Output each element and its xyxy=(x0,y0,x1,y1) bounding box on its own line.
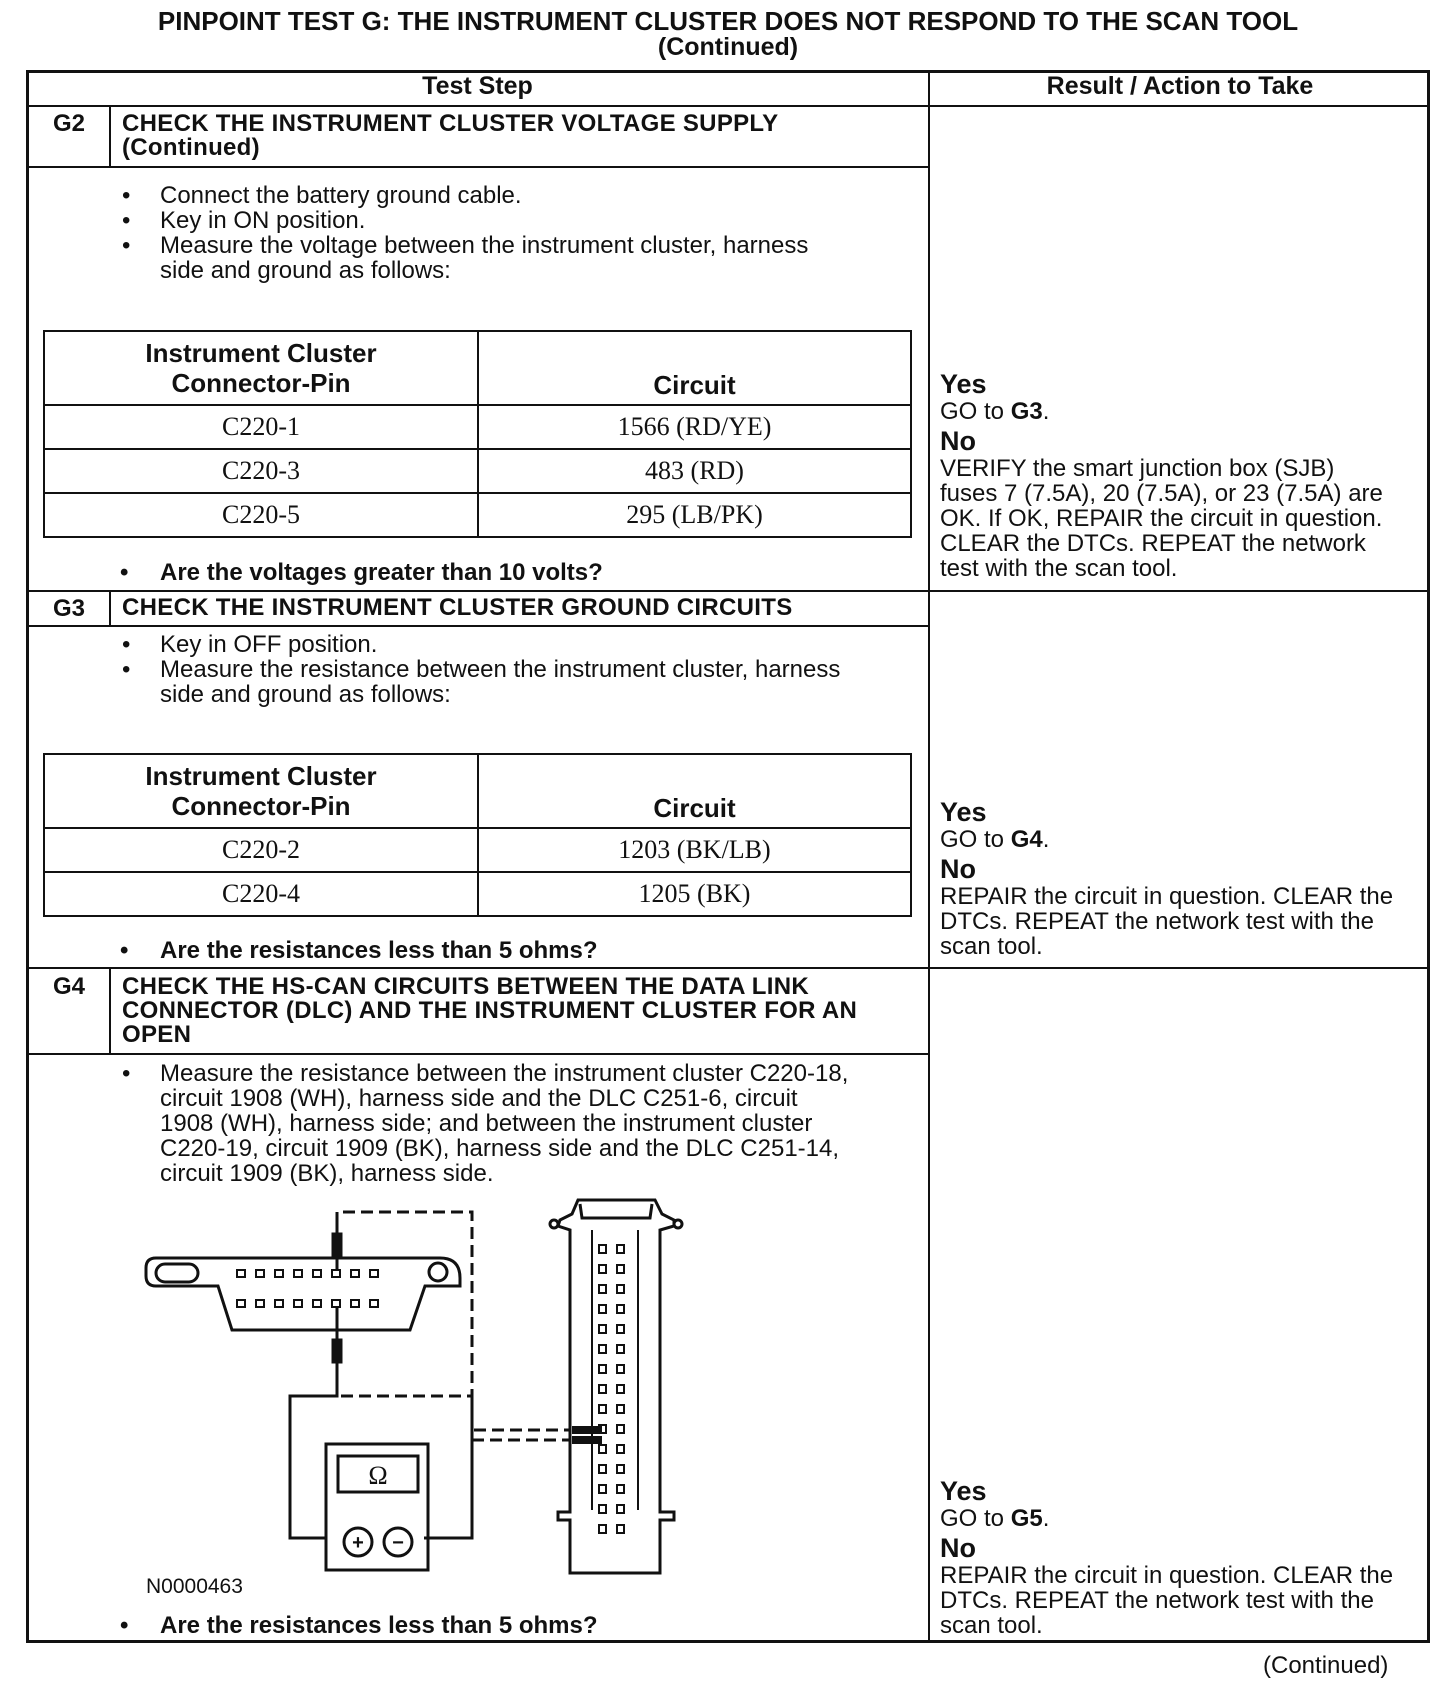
circuit-col-header: Circuit xyxy=(478,754,911,828)
header-result: Result / Action to Take xyxy=(1046,72,1314,100)
g4-instructions xyxy=(122,1061,848,1186)
g2-pin-table xyxy=(43,330,912,538)
dashed-lead-top xyxy=(337,1212,472,1396)
hs-can-test-diagram xyxy=(140,1190,740,1590)
g3-result: Yes GO to G4. No REPAIR the circuit in question. CLEAR the DTCs. REPEAT the network test with the scan tool. xyxy=(940,797,1394,960)
figure-id: N0000463 xyxy=(146,1575,243,1598)
g3-id-divider xyxy=(109,590,111,626)
continued-footer: (Continued) xyxy=(1263,1652,1389,1679)
g3-question: • Are the resistances less than 5 ohms? xyxy=(122,937,598,965)
meter-plus-label: + xyxy=(352,1532,364,1554)
g2-title-divider xyxy=(26,166,929,168)
g3-g4-divider xyxy=(26,967,1430,969)
g4-id-divider xyxy=(109,967,111,1054)
cluster-probe-2 xyxy=(572,1436,602,1444)
g2-result: Yes GO to G3. No VERIFY the smart junction box (SJB) fuses 7 (7.5A), 20 (7.5A), or 23 (7.5A) are OK. If OK, REPAIR the circuit in question. CLEAR the DTCs. REPEAT the network test with the scan tool. xyxy=(940,369,1383,582)
dlc-latch-right xyxy=(429,1263,447,1281)
page-subtitle: (Continued) xyxy=(657,33,799,61)
meter-lead-right xyxy=(424,1400,472,1538)
table-row: C220-1 1566 (RD/YE) xyxy=(44,405,911,449)
g3-instructions xyxy=(122,632,840,707)
header-test-step: Test Step xyxy=(422,72,533,100)
g3-pin-table xyxy=(43,753,912,917)
list-item: • Connect the battery ground cable. xyxy=(122,183,808,208)
list-item: • Key in OFF position. xyxy=(122,632,840,657)
page-title: PINPOINT TEST G: THE INSTRUMENT CLUSTER DOES NOT RESPOND TO THE SCAN TOOL xyxy=(157,6,1299,36)
dlc-latch-left xyxy=(156,1264,198,1282)
list-item: • Measure the resistance between the instrument cluster, harness side and ground as follows: xyxy=(122,657,840,707)
column-divider xyxy=(928,70,930,1643)
g2-g3-divider xyxy=(26,590,1430,592)
meter-ohm-symbol: Ω xyxy=(368,1461,388,1490)
step-title-g3: CHECK THE INSTRUMENT CLUSTER GROUND CIRCUITS xyxy=(122,594,793,621)
table-row: C220-3 483 (RD) xyxy=(44,449,911,493)
dashed-lead-cluster xyxy=(472,1396,570,1430)
cluster-probe-1 xyxy=(572,1426,602,1434)
step-title-g2: CHECK THE INSTRUMENT CLUSTER VOLTAGE SUPPLY (Continued) xyxy=(122,110,779,161)
table-row: C220-4 1205 (BK) xyxy=(44,872,911,916)
dlc-connector xyxy=(146,1258,460,1330)
list-item: • Measure the voltage between the instrument cluster, harness side and ground as follows: xyxy=(122,233,808,283)
g4-question: • Are the resistances less than 5 ohms? xyxy=(122,1612,598,1640)
step-id-g4: G4 xyxy=(52,973,85,1000)
pin-col-header: Instrument Cluster Connector-Pin xyxy=(44,754,478,828)
list-item: • Measure the resistance between the instrument cluster C220-18, circuit 1908 (WH), harness side and the DLC C251-6, circuit 1908 (WH), harness side; and between the instrument cluster C220-19, circuit 1909 (BK), harness side and the DLC C251-14, circuit 1909 (BK), harness side. xyxy=(122,1061,848,1186)
step-title-g4: CHECK THE HS-CAN CIRCUITS BETWEEN THE DATA LINK CONNECTOR (DLC) AND THE INSTRUMENT CLUSTER FOR AN OPEN xyxy=(122,973,858,1048)
circuit-col-header: Circuit xyxy=(478,331,911,405)
g2-instructions xyxy=(122,183,808,283)
g3-title-divider xyxy=(26,625,929,627)
table-row: C220-2 1203 (BK/LB) xyxy=(44,828,911,872)
header-divider xyxy=(26,105,1430,107)
step-id-g2: G2 xyxy=(52,110,85,137)
step-id-g3: G3 xyxy=(52,595,85,622)
table-row: C220-5 295 (LB/PK) xyxy=(44,493,911,537)
meter-lead-left xyxy=(290,1378,337,1538)
g2-question: • Are the voltages greater than 10 volts? xyxy=(122,559,603,587)
pin-col-header: Instrument Cluster Connector-Pin xyxy=(44,331,478,405)
g2-id-divider xyxy=(109,105,111,167)
meter-minus-label: − xyxy=(392,1532,404,1554)
g4-result: Yes GO to G5. No REPAIR the circuit in question. CLEAR the DTCs. REPEAT the network test with the scan tool. xyxy=(940,1476,1394,1639)
list-item: • Key in ON position. xyxy=(122,208,808,233)
g4-title-divider xyxy=(26,1053,929,1055)
